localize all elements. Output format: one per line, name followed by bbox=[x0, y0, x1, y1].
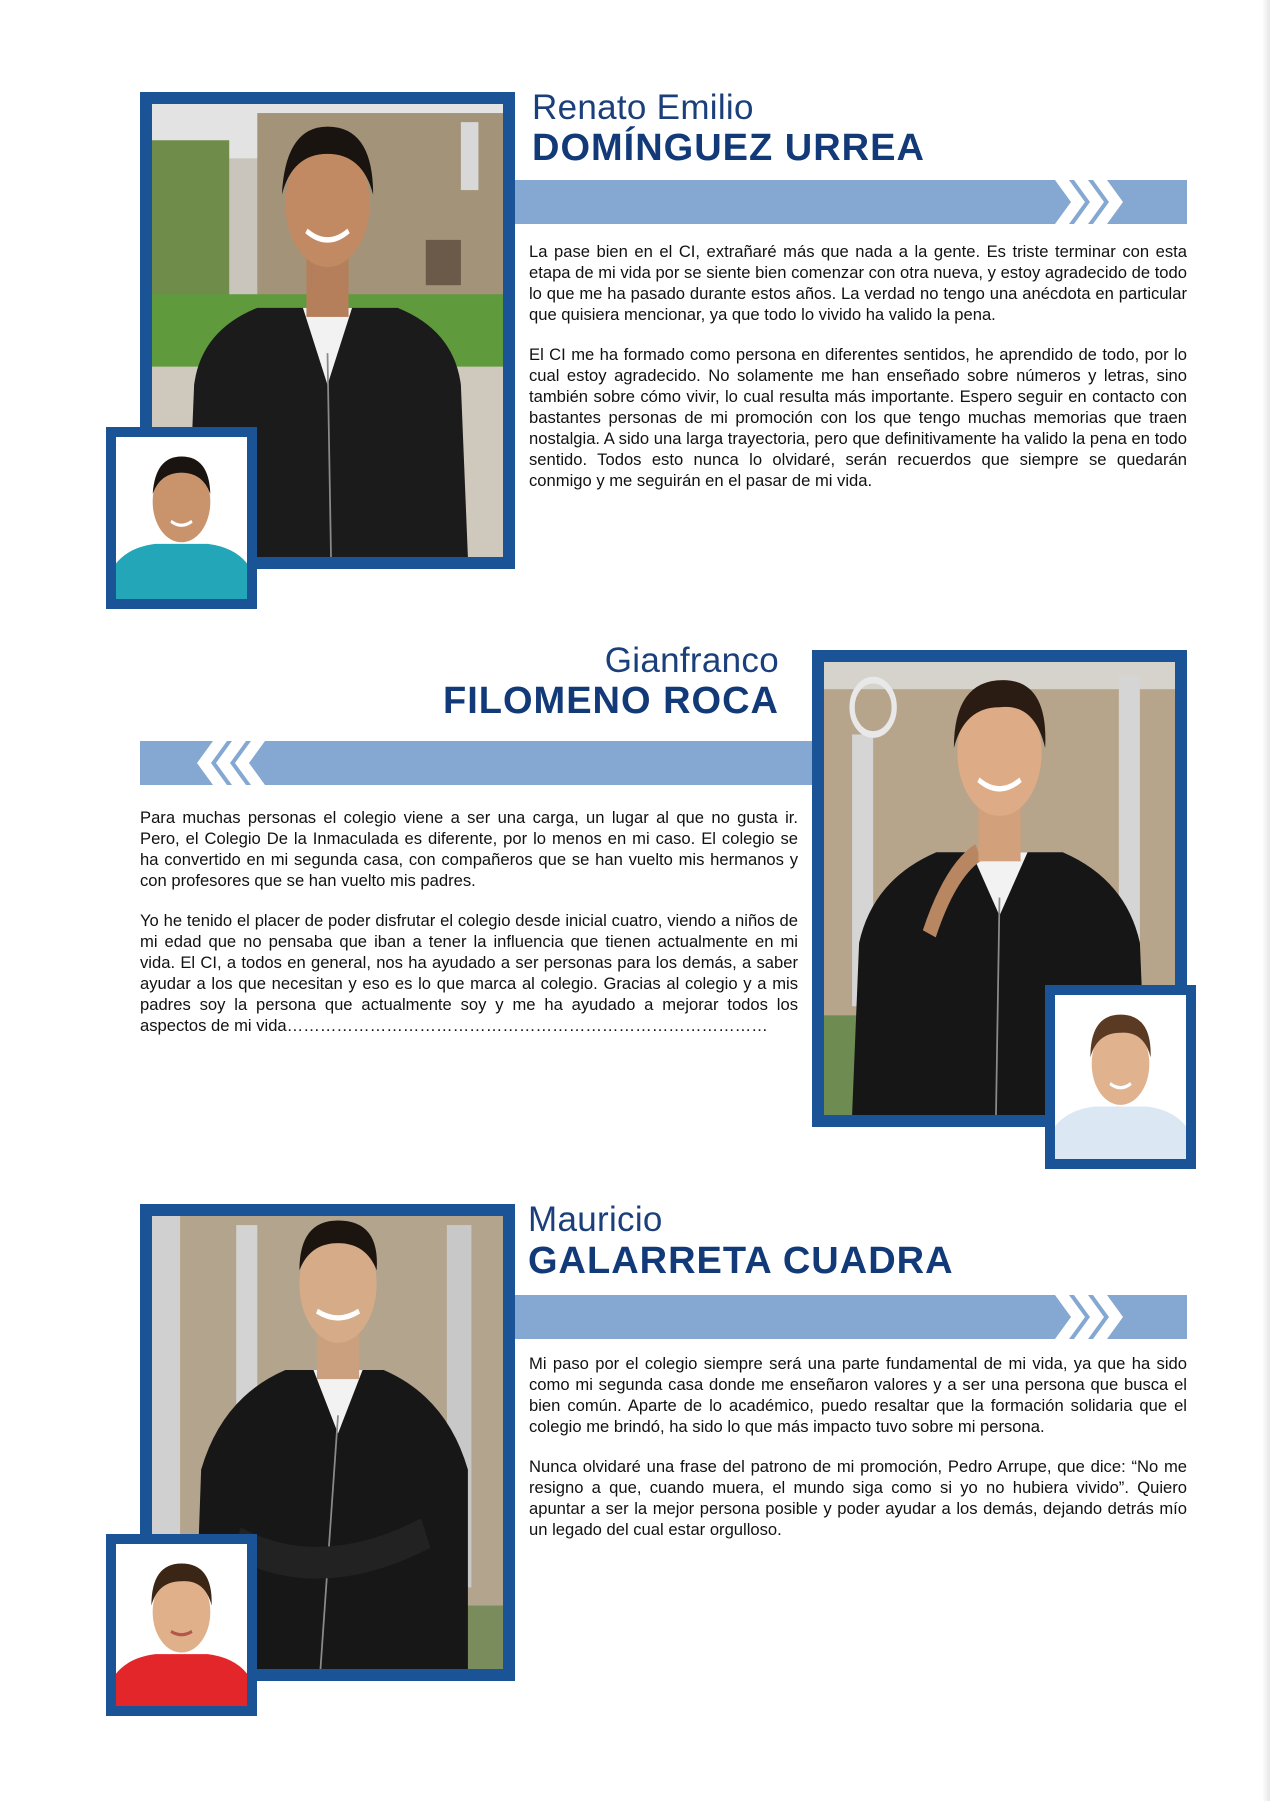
profile-3-childhood-photo bbox=[106, 1534, 257, 1716]
page-edge bbox=[1262, 0, 1270, 1801]
profile-1-chevron-right-icon bbox=[1055, 180, 1125, 224]
profile-1-last-name: DOMÍNGUEZ URREA bbox=[532, 127, 925, 169]
profile-1-paragraph-2: El CI me ha formado como persona en diferentes sentidos, he aprendido de todo, por lo cual estoy agradecido. No solamente me han enseñado sobre números y letras, sino también sobre cómo vivir, lo cual resulta más importante. Espero seguir en contacto con bastantes personas de mi promoción con los que tengo muchas memorias que traen nostalgia. A sido una larga trayectoria, pero que definitivamente ha valido la pena en todo sentido. Todos esto nunca lo olvidaré, serán recuerdos que siempre se quedarán conmigo y me seguirán en el pasar de mi vida. bbox=[529, 345, 1187, 490]
profile-3-paragraph-1: Mi paso por el colegio siempre será una parte fundamental de mi vida, ya que ha sido como mi segunda casa donde me enseñaron valores y a ser una persona que busca el bien común. Aparte de lo académico, puedo resaltar que la formación solidaria que el colegio me brindó, ha sido lo que más impacto tuvo sobre mi persona. bbox=[529, 1354, 1187, 1436]
profile-3-bio bbox=[529, 1353, 1187, 1559]
profile-2-last-name: FILOMENO ROCA bbox=[443, 680, 779, 722]
profile-2-chevron-left-icon bbox=[195, 741, 265, 785]
profile-1-accent-band bbox=[515, 180, 1187, 224]
profile-3-first-name: Mauricio bbox=[528, 1200, 663, 1239]
profile-2-paragraph-2: Yo he tenido el placer de poder disfrutar el colegio desde inicial cuatro, viendo a niños de mi edad que no pensaba que iban a tener la influencia que tienen actualmente en mi vida. El CI, a todos en general, nos ha ayudado a ser personas para los demás, a saber ayudar a los que necesitan y eso es lo que marca al colegio. Gracias al colegio y a mis padres soy la persona que actualmente soy y me ha ayudado a mejorar todos los aspectos de mi vida…………………………………………………………………………… bbox=[140, 911, 798, 1035]
profile-1-childhood-photo bbox=[106, 427, 257, 609]
profile-2-accent-band bbox=[140, 741, 812, 785]
profile-3-last-name: GALARRETA CUADRA bbox=[528, 1240, 954, 1282]
profile-3-accent-band bbox=[515, 1295, 1187, 1339]
profile-1-first-name: Renato Emilio bbox=[532, 88, 754, 127]
profile-2-bio bbox=[140, 807, 798, 1055]
profile-3-paragraph-2: Nunca olvidaré una frase del patrono de mi promoción, Pedro Arrupe, que dice: “No me resigno a que, cuando muera, el mundo siga como si yo no hubiera vivido”. Quiero apuntar a ser la mejor persona posible y poder ayudar a los demás, dejando detrás mío un legado del cual estar orgulloso. bbox=[529, 1457, 1187, 1539]
profile-1-paragraph-1: La pase bien en el CI, extrañaré más que nada a la gente. Es triste terminar con esta etapa de mi vida por se siente bien comenzar con otra nueva, y estoy agradecido de todo lo que me ha pasado durante estos años. La verdad no tengo una anécdota en particular que quisiera mencionar, ya que todo lo vivido ha valido la pena. bbox=[529, 242, 1187, 324]
profile-2-childhood-photo bbox=[1045, 985, 1196, 1169]
profile-2-first-name: Gianfranco bbox=[604, 641, 779, 680]
profile-1-bio bbox=[529, 241, 1187, 510]
profile-2-paragraph-1: Para muchas personas el colegio viene a ser una carga, un lugar al que no gusta ir. Pero, el Colegio De la Inmaculada es diferente, por lo menos en mi caso. El colegio se ha convertido en mi segunda casa, con compañeros que se han vuelto mis hermanos y con profesores que se han vuelto mis padres. bbox=[140, 808, 798, 890]
profile-3-chevron-right-icon bbox=[1055, 1295, 1125, 1339]
